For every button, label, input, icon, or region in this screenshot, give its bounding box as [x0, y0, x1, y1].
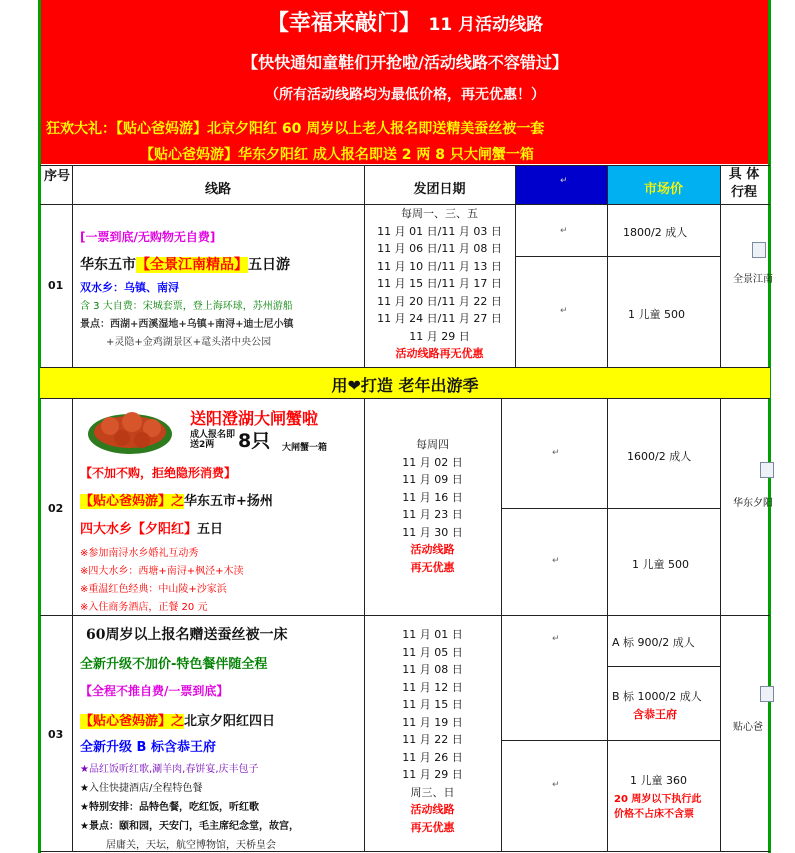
route-feature-2: ★入住快捷酒店/全程特色餐 [80, 783, 203, 794]
route-feature-1: ※参加南浔水乡婚礼互动秀 [80, 548, 199, 559]
return-mark: ↵ [560, 176, 568, 186]
crab-banner-sub: 成人报名即送2两 [190, 430, 236, 450]
crab-banner-unit: 大闸蟹一箱 [282, 443, 328, 453]
price-adult: 1600/2 成人 [627, 450, 692, 463]
document-icon[interactable] [760, 462, 774, 478]
crab-banner-count: 8只 [238, 430, 271, 452]
return-mark: ↵ [560, 306, 568, 316]
promo-line-2: 【贴心爸妈游】华东夕阳红 成人报名即送 2 两 8 只大闸蟹一箱 [140, 147, 534, 163]
route-feature-1: ★品红饭听红歌,涮羊肉,春饼宴,庆丰包子 [80, 764, 259, 775]
return-mark: ↵ [552, 634, 560, 644]
route-title: 【贴心爸妈游】之华东五市+扬州 [80, 494, 273, 509]
price-adult: 1800/2 成人 [623, 226, 688, 239]
departure-dates: 每周四 11 月 02 日 11 月 09 日 11 月 16 日 11 月 23 日 11 月 30 日 活动线路 再无优惠 [402, 438, 463, 574]
price-child-note-2: 价格不占床不含票 [614, 809, 694, 820]
return-mark: ↵ [560, 226, 568, 236]
route-includes: 含 3 大自费：宋城套票，登上海环球，苏州游船 [80, 301, 293, 312]
row-seq: 02 [48, 502, 64, 515]
route-feature-5: 居庸关，天坛，航空博物馆，天桥皇会 [106, 840, 276, 851]
route-feature-4: ★景点：颐和园，天安门，毛主席纪念堂，故宫， [80, 821, 299, 832]
title-main: 【幸福来敲门】 [266, 11, 421, 36]
route-feature-4: ※入住商务酒店，正餐 20 元 [80, 602, 208, 613]
title-tail: 11 月活动线路 [428, 15, 544, 35]
route-title-2: 四大水乡【夕阳红】五日 [80, 522, 224, 537]
document-icon[interactable] [760, 686, 774, 702]
route-spots-2: +灵隐+金鸡湖景区+鼋头渚中央公园 [106, 337, 272, 348]
page-subtitle: 【快快通知童鞋们开抢啦/活动线路不容错过】 [242, 53, 568, 72]
return-mark: ↵ [552, 556, 560, 566]
header-dates: 发团日期 [413, 182, 466, 197]
promo-line-1: 狂欢大礼：【贴心爸妈游】北京夕阳红 60 周岁以上老人报名即送精美蚕丝被一套 [46, 121, 545, 137]
return-mark: ↵ [552, 448, 560, 458]
document-icon[interactable] [752, 242, 766, 258]
header-route: 线路 [204, 182, 231, 197]
itinerary-link[interactable]: 全景江南 [733, 274, 773, 285]
price-child-note-1: 20 周岁以下执行此 [614, 794, 702, 805]
route-spots: 景点：西湖+西溪湿地+乌镇+南浔+迪士尼小镇 [80, 319, 294, 330]
route-feature-2: ※四大水乡：西塘+南浔+枫泾+木渎 [80, 566, 244, 577]
price-child: 1 儿童 360 [630, 774, 687, 787]
itinerary-link[interactable]: 贴心爸 [733, 722, 763, 733]
page-title [40, 6, 770, 37]
price-b: B 标 1000/2 成人 [612, 690, 702, 703]
price-child: 1 儿童 500 [628, 308, 685, 321]
route-tag: 【不加不购，拒绝隐形消费】 [80, 466, 237, 480]
route-water-towns: 双水乡：乌镇、南浔 [80, 281, 179, 294]
price-a: A 标 900/2 成人 [612, 636, 695, 649]
page-border-left [38, 0, 41, 853]
price-b-note: 含恭王府 [633, 708, 677, 721]
section-band-text: 用❤打造 老年出游季 [331, 376, 479, 395]
route-upgrade-b: 全新升级 B 标含恭王府 [80, 740, 216, 755]
row-seq: 03 [48, 728, 64, 741]
header-seq: 序号 [43, 169, 70, 184]
route-title: 华东五市【全景江南精品】五日游 [80, 257, 290, 273]
departure-dates: 每周一、三、五 11 月 01 日/11 月 03 日 11 月 06 日/11 月 08 日 11 月 10 日/11 月 13 日 11 月 15 日/11 月 17 日 11 月 20 日/11 月 22 日 11 月 24 日/11 月 27 日 11 月 29 日 活动线路再无优惠 [377, 207, 502, 360]
row-seq: 01 [48, 279, 64, 292]
header-itinerary: 具 体 行程 [728, 167, 760, 200]
crab-banner-title: 送阳澄湖大闸蟹啦 [190, 409, 319, 428]
route-feature-3: ★特别安排：品特色餐，吃红饭，听红歌 [80, 802, 259, 813]
header-market-price: 市场价 [643, 182, 683, 197]
price-child: 1 儿童 500 [632, 558, 689, 571]
price-note: （所有活动线路均为最低价格，再无优惠！） [265, 87, 545, 103]
route-tag: [一票到底/无购物无自费] [80, 230, 216, 244]
return-mark: ↵ [552, 780, 560, 790]
route-upgrade: 全新升级不加价-特色餐伴随全程 [80, 657, 268, 672]
route-title: 【贴心爸妈游】之北京夕阳红四日 [80, 714, 276, 729]
page-border-right [768, 0, 771, 853]
route-feature-3: ※重温红色经典：中山陵+沙家浜 [80, 584, 227, 595]
gift-banner: 60周岁以上报名赠送蚕丝被一床 [86, 627, 288, 643]
route-tag: 【全程不推自费/一票到底】 [80, 684, 229, 698]
departure-dates: 11 月 01 日 11 月 05 日 11 月 08 日 11 月 12 日 11 月 15 日 11 月 19 日 11 月 22 日 11 月 26 日 11 月 29 日 周三、日 活动线路 再无优惠 [402, 628, 463, 834]
itinerary-link[interactable]: 华东夕阳 [733, 498, 773, 509]
